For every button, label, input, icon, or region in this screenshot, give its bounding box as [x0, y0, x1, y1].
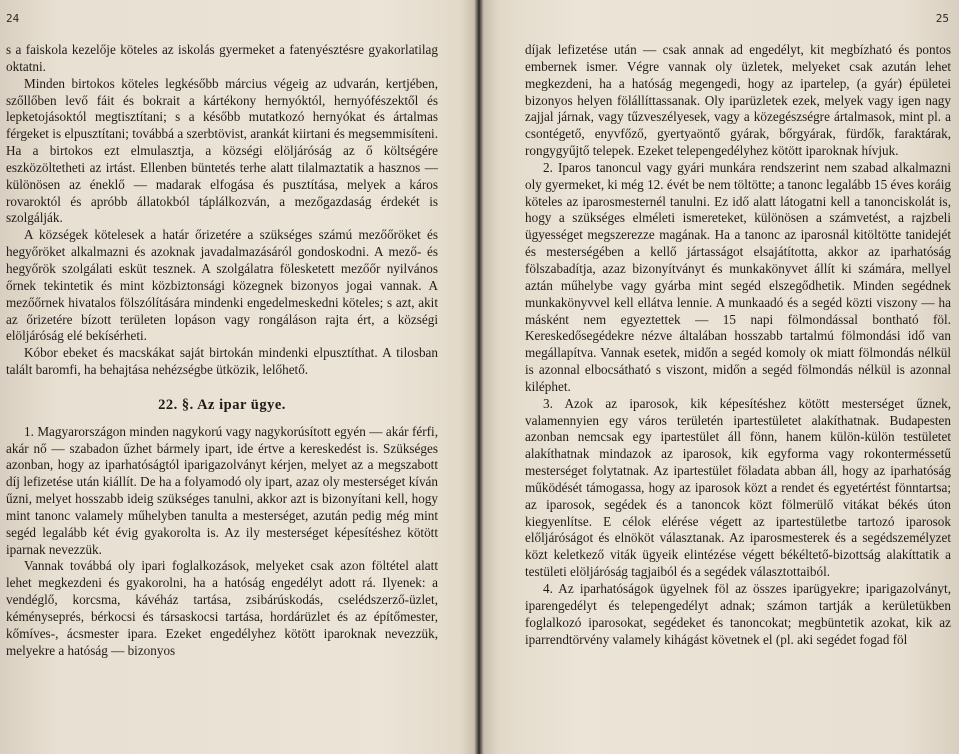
page-number-left: 24 [6, 12, 20, 25]
paragraph: 3. Azok az iparosok, kik képesítéshez kötött mesterséget űznek, valamennyien egy város területén ipartestületet alakíthatnak. Budapesten azonban nemcsak egy ipartestület áll fönn, hanem külön-külön testületet alakíthatnak mindazok az iparosok, kik egyforma vagy rokonterméssetű mesterséget folytatnak. Az ipartestület föladata abban áll, hogy az iparhatóság működését támogassa, hogy az iparosok közt a rendet és egyetértést fönntartsa; az iparosok, segédek és a tanoncok közt fölmerülő vitákat békés úton kiegyenlítse. E célok elérése végett az ipartestületbe tartozó iparosok előljáróságot és elnököt választanak. Az iparosmesterek és a segédszemélyzet közt keletkező viták ügyeik elintézése végett békéltető-bizottság alakíttatik a testületi elöljáróság tagjaiból és a segédek választottaiból. [525, 395, 951, 580]
paragraph: A községek kötelesek a határ őrizetére a szükséges számú mezőőröket és hegyőröket alkalmazni és azoknak javadalmazásáról gondoskodni. A mező- és hegyőrök szolgálati esküt tesznek. A szolgálatra fölesketett mezőőr nyilvános őrnek tekintetik és mint közbiztonsági közegnek bizonyos jogai vannak. A mezőőrnek hivatalos fölszólítására mindenki engedelmeskedni köteles; s azt, akit az őrizetére bízott területen lopáson vagy rongáláson rajta ért, a községi elöljáróság elé bekísérheti. [6, 227, 438, 344]
left-page [0, 0, 476, 754]
paragraph: 2. Iparos tanoncul vagy gyári munkára rendszerint nem szabad alkalmazni oly gyermeket, ki még 12. évét be nem töltötte; a tanonc legalább 15 éves koráig köteles az iparosmesternél tanulni. Ez idő alatt látogatni kell a tanonciskolát is, hogy a szükséges elméleti ismereteket, különösen a számvetést, a rajzbeli ügyességet megszerezze magának. Ha a tanonc az iparosnál kitöltötte tanidejét és mesterségében a kellő jártasságot elsajátította, akkor az iparhatóság fölszabadítja, azaz bizonyítványt és munkakönyvet állít ki számára, mellyel aztán műhelybe vagy gyárba mint segéd elszegődhetik. Minden segédnek munkakönyvvel kell ellátva lennie. A munkaadó és a segéd közti viszony — ha másként nem egyeztettek — 15 napi fölmondással bontható föl. Kereskedősegédekre nézve általában hosszabb tartalmú fölmondási idő van megállapítva. Vannak esetek, midőn a segéd komoly ok miatt fölmondás nélkül is azonnal elbocsátható s viszont, midőn a segéd fölmondás nélkül is azonnal kiléphet. [525, 159, 951, 394]
paragraph: 1. Magyarországon minden nagykorú vagy nagykorúsított egyén — akár férfi, akár nő — szabadon űzhet bármely ipart, ide értve a kereskedést is. Szükséges azonban, hogy az iparhatóságtól iparigazolványt kérjen, melyet az a megszabott díj lefizetése után kiállít. De ha a folyamodó oly ipart, azaz oly mesterséget kíván űzni, melyet hosszabb ideig szükséges tanulni, akkor azt is bizonyítani kell, hogy mint tanonc valamely műhelyben tanulta a mesterséget, azután pedig még mint segéd legalább két évig gyakorolta is. Az ily mesterséget képesítéshez kötött iparnak nevezzük. [6, 423, 438, 557]
paragraph: s a faiskola kezelője köteles az iskolás gyermeket a fatenyésztésre gyakorlatilag oktatni. [6, 42, 438, 74]
left-page-text [6, 42, 438, 660]
paragraph: Vannak továbbá oly ipari foglalkozások, melyeket csak azon föltétel alatt lehet megkezdeni és gyakorolni, ha a hatóság engedélyt adott rá. Ilyenek: a vendéglő, korcsma, kávéház tartása, zsibárúskodás, cselédszerző-üzlet, kéményseprés, bérkocsi és társaskocsi tartása, hordárüzlet és az építőmester, kőmíves-, ácsmester ipara. Ezeket engedélyhez kötött iparoknak nevezzük, melyekre a hatóság — bizonyos [6, 558, 438, 658]
page-number-right: 25 [935, 12, 949, 25]
paragraph: Minden birtokos köteles legkésőbb március végeig az udvarán, kertjében, szőllőben levő fáit és bokrait a kártékony hernyóktól, hernyófészektől és lepketojásoktól megtisztítani; s a később mutatkozó hernyókat és ártalmas férgeket is elpusztítani; továbbá a szerbtövist, arankát kiirtani és megsemmisíteni. Ha a birtokos ezt elmulasztja, a községi elöljáróság az ő költségére eszközöltetheti az irtást. Ellenben büntetés terhe alatt tilalmaztatik a hasznos — különösen az éneklő — madarak elfogása és pusztítása, melyek a káros rovaroktól és apróbb állatokból táplálkozván, a mezőgazdaság érdekét is szolgálják. [6, 75, 438, 226]
section-heading: 22. §. Az ipar ügye. [158, 396, 286, 413]
right-page-text [525, 42, 951, 648]
paragraph: 4. Az iparhatóságok ügyelnek föl az összes iparügyekre; iparigazolványt, iparengedélyt és telepengedélyt adnak; számon tartják a kerületükben foglalkozó iparosokat, segédeket és tanoncokat; megbüntetik azokat, kik az iparrendtörvény valamely kihágást követnek el (pl. aki segédet fogad föl [525, 581, 951, 647]
paragraph: díjak lefizetése után — csak annak ad engedélyt, kit megbízható és pontos embernek ismer. Végre vannak oly üzletek, melyeket csak azután lehet megkezdeni, ha a hatóság megengedi, hogy az ipartelep, (a gyár) épületei bizonyos helyen fölállíttassanak. Oly iparüzletek ezek, melyek vagy igen nagy zajjal járnak, vagy tűzveszélyesek, vagy a közegészségre ártalmasok, mint pl. a csontégető, enyvfőző, gyertyaöntő gyárak, bőrgyárak, fürdők, faraktárak, rongygyűjtő telepek. Ezeket telepengedélyhez kötött iparoknak hívjuk. [525, 42, 951, 159]
right-page [483, 0, 959, 754]
paragraph: Kóbor ebeket és macskákat saját birtokán mindenki elpusztíthat. A tilosban talált baromfi, ha behajtása nehézségbe ütközik, lelőhető. [6, 345, 438, 378]
